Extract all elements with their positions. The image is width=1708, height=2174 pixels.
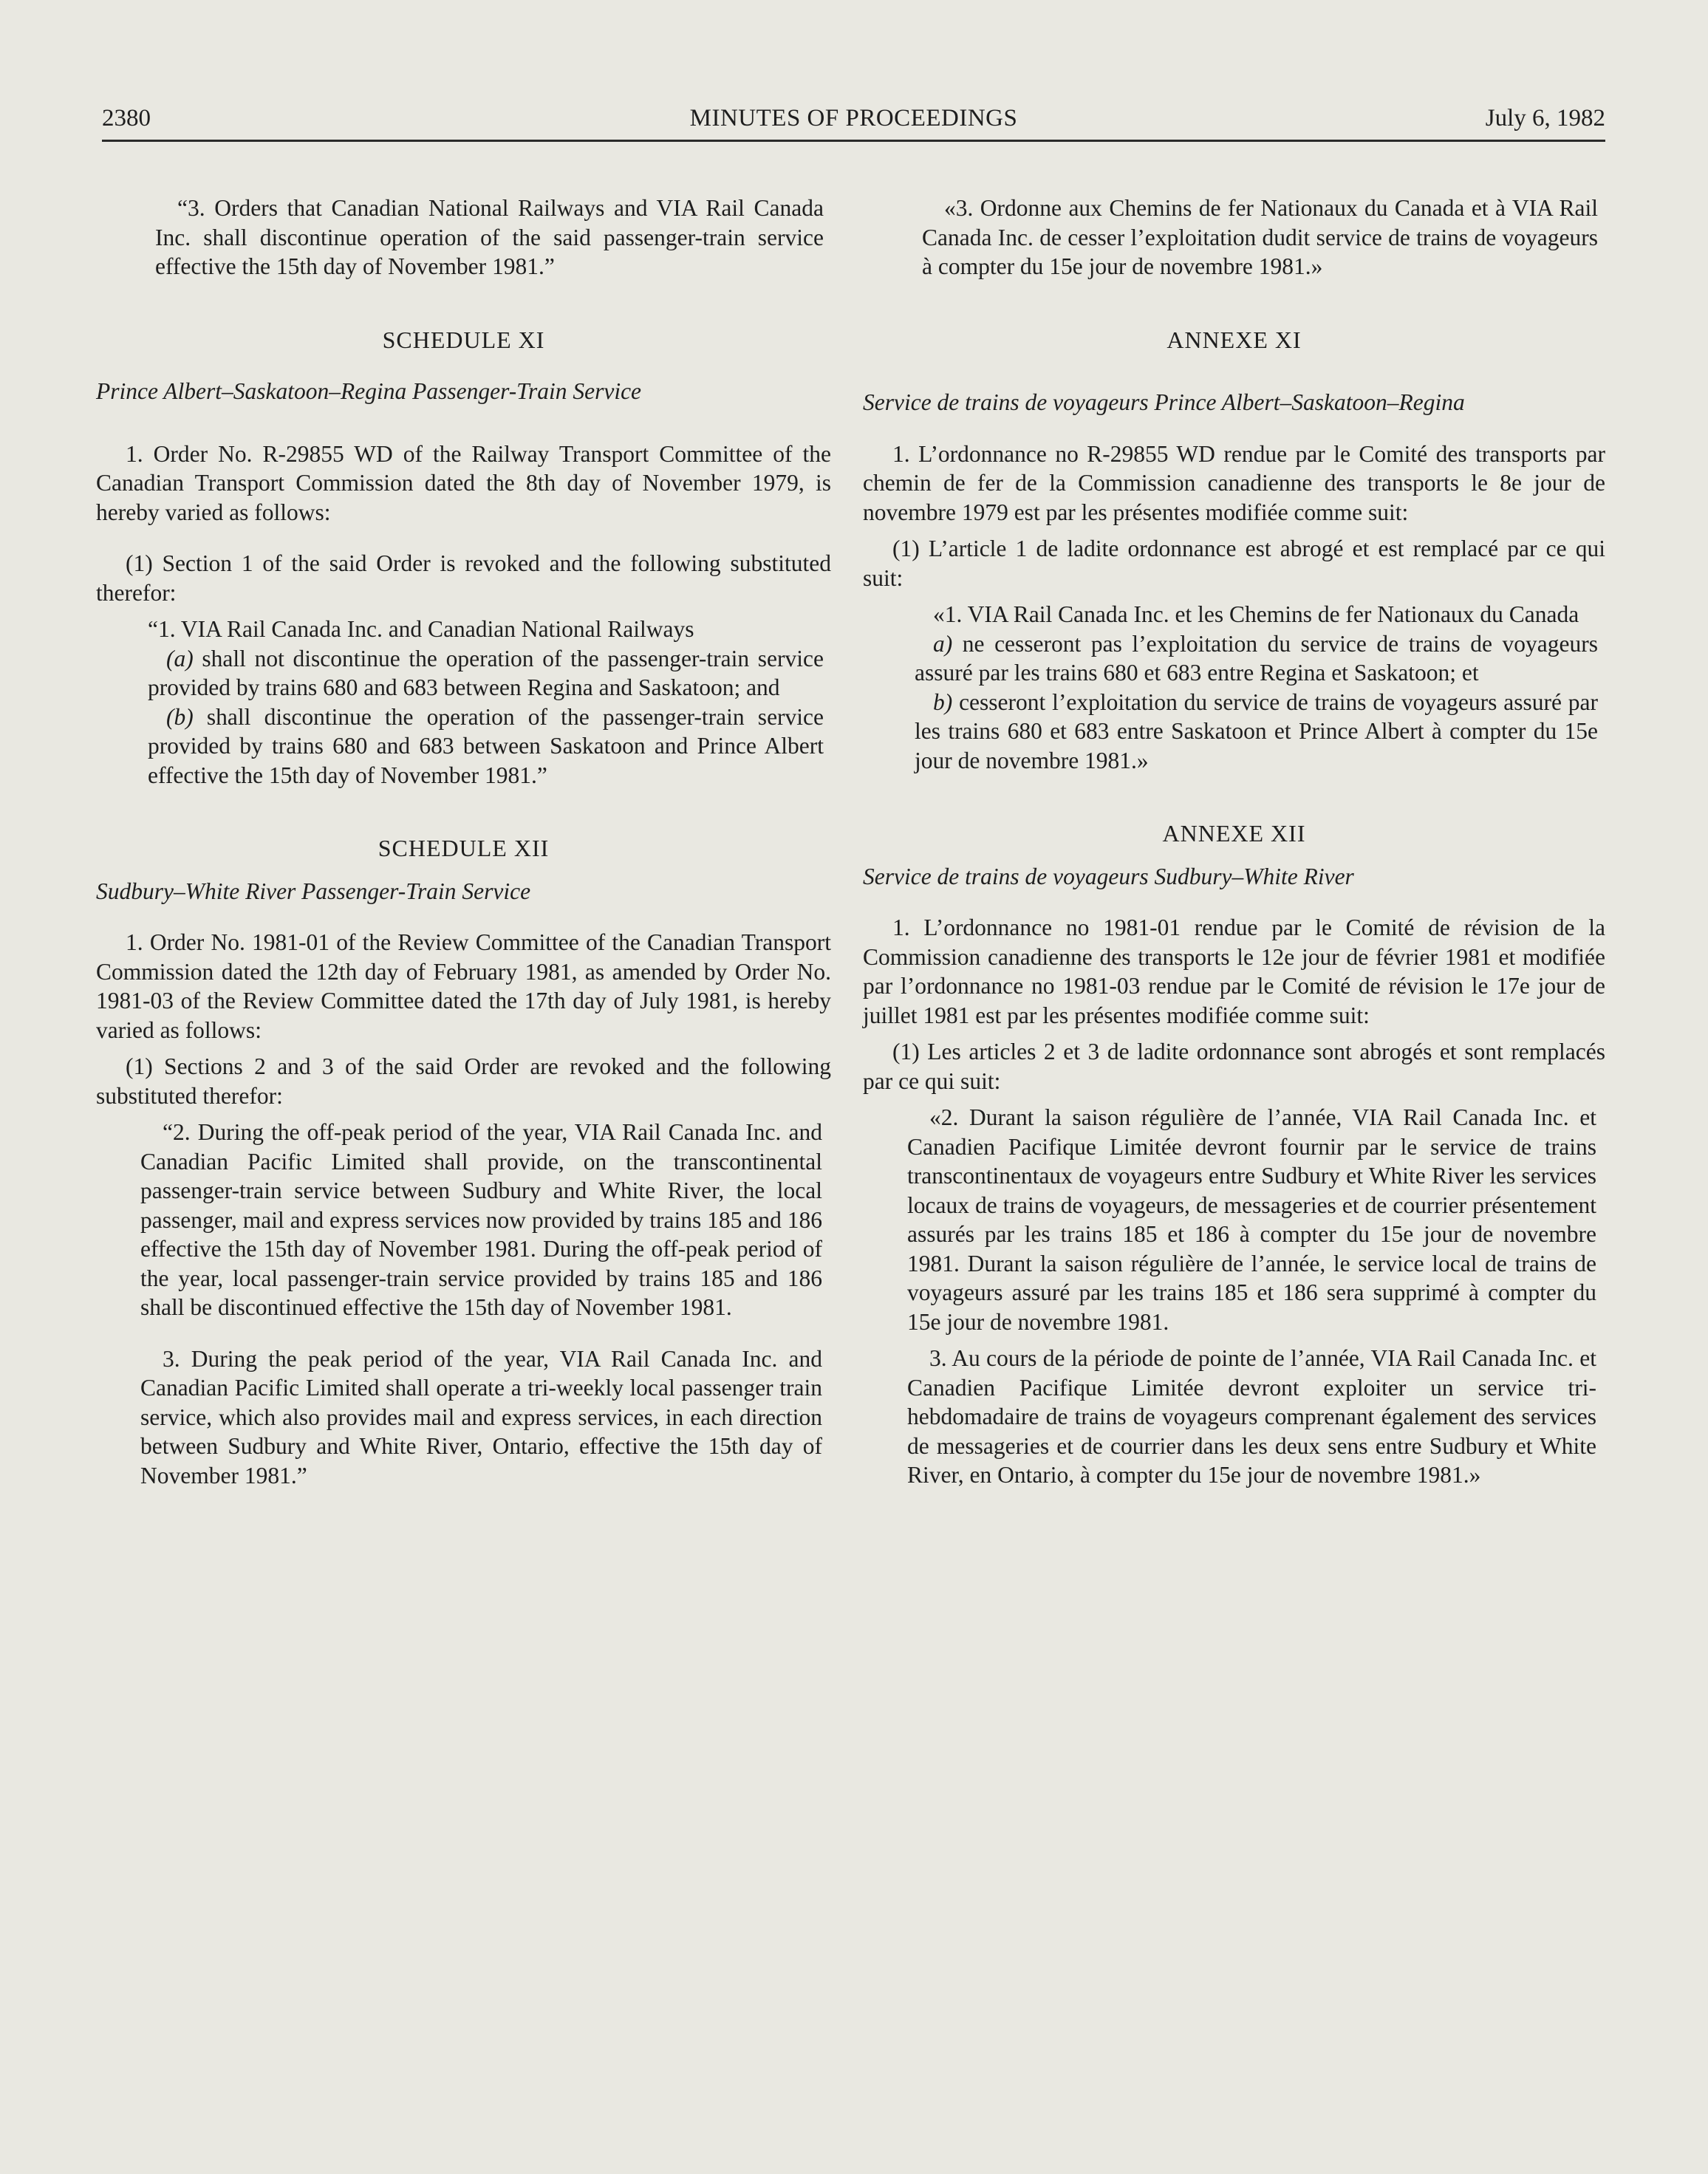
schedule-xii-paragraph-1: 1. Order No. 1981-01 of the Review Committee of the Canadian Transport Commission dated the 12th day of February 1981, as amended by Order No. 1981-03 of the Review Committee dated the 17th day of July 1981, is hereby varied as follows: (96, 929, 831, 1043)
item-a-marker: (a) (166, 645, 194, 671)
schedule-xi-quote-1: “1. VIA Rail Canada Inc. and Canadian National Railways (148, 616, 694, 642)
clause-3-quote: “3. Orders that Canadian National Railways and VIA Rail Canada Inc. shall discontinue operation of the said passenger-train service effective the 15th day of November 1981.” (155, 195, 824, 279)
annexe-xi-subsection-1: (1) L’article 1 de ladite ordonnance est abrogé et est remplacé par ce qui suit: (863, 536, 1605, 591)
annexe-xi-subtitle: Service de trains de voyageurs Prince Albert–Saskatoon–Regina (863, 389, 1465, 415)
schedule-xii-subsection-1: (1) Sections 2 and 3 of the said Order are revoked and the following substituted therefor: (96, 1053, 831, 1109)
annexe-xii-heading: ANNEXE XII (1162, 820, 1306, 847)
english-column (96, 194, 831, 1490)
header-date: July 6, 1982 (1485, 105, 1605, 131)
annexe-xii-paragraph-1: 1. L’ordonnance no 1981-01 rendue par le Comité de révision de la Commission canadienne des transports le 12e jour de février 1981 et modifiée par l’ordonnance no 1981-03 rendue par le Comité de révision le 17e jour de juillet 1981 est par les présentes modifiée comme suit: (863, 915, 1605, 1028)
schedule-xii-heading: SCHEDULE XII (378, 835, 550, 861)
annexe-xi-quote-1: «1. VIA Rail Canada Inc. et les Chemins de fer Nationaux du Canada (933, 601, 1579, 627)
annexe-xii-subtitle: Service de trains de voyageurs Sudbury–White River (863, 863, 1354, 889)
item-b-text-fr: cesseront l’exploitation du service de trains de voyageurs assuré par les trains 680 et 683 entre Saskatoon et Prince Albert à compter du 15e jour de novembre 1981.» (915, 688, 1598, 773)
annexe-xi-paragraph-1: 1. L’ordonnance no R-29855 WD rendue par le Comité des transports par chemin de fer de la Commission canadienne des transports le 8e jour de novembre 1979 est par les présentes modifiée comme suit: (863, 440, 1605, 525)
annexe-xi-heading: ANNEXE XI (1166, 326, 1302, 353)
schedule-xi-paragraph-1: 1. Order No. R-29855 WD of the Railway Transport Committee of the Canadian Transport Commission dated the 8th day of November 1979, is hereby varied as follows: (96, 440, 831, 525)
annexe-xii-subsection-1: (1) Les articles 2 et 3 de ladite ordonnance sont abrogés et sont remplacés par ce qui suit: (863, 1039, 1605, 1094)
schedule-xii-subtitle: Sudbury–White River Passenger-Train Service (96, 878, 531, 904)
item-b-marker-fr: b) (933, 688, 953, 715)
page-header (102, 105, 1605, 136)
annexe-xii-clause-3: 3. Au cours de la période de pointe de l’année, VIA Rail Canada Inc. et Canadien Pacifique Limitée devront exploiter un service tri-hebdomadaire de trains de voyageurs comprenant également des services de messageries et de courrier dans les deux sens entre Sudbury et White River, en Ontario, à compter du 15e jour de novembre 1981.» (907, 1345, 1596, 1488)
annexe-xi-item-a (863, 629, 1605, 688)
article-3-quote: «3. Ordonne aux Chemins de fer Nationaux du Canada et à VIA Rail Canada Inc. de cesser l’exploitation dudit service de trains de voyageurs à compter du 15e jour de novembre 1981.» (922, 195, 1598, 279)
item-b-marker: (b) (166, 703, 194, 730)
running-title: MINUTES OF PROCEEDINGS (689, 105, 1018, 131)
french-column (863, 194, 1605, 1490)
item-a-marker-fr: a) (933, 630, 953, 657)
schedule-xi-item-b (96, 703, 831, 790)
item-a-text-fr: ne cesseront pas l’exploitation du service de trains de voyageurs assuré par les trains 680 et 683 entre Regina et Saskatoon; et (915, 630, 1598, 686)
page-number: 2380 (102, 105, 151, 131)
annexe-xii-clause-2: «2. Durant la saison régulière de l’année, VIA Rail Canada Inc. et Canadien Pacifique Limitée devront fournir par le service de trains transcontinentaux de voyageurs entre Sudbury et White River les services locaux de trains de voyageurs, de messageries et de courrier présentement assurés par les trains 185 et 186 à compter du 15e jour de novembre 1981. Durant la saison régulière de l’année, le service local de trains de voyageurs assuré par les trains 185 et 186 sera supprimé à compter du 15e jour de novembre 1981. (907, 1104, 1596, 1335)
header-rule (102, 140, 1605, 142)
schedule-xi-subtitle: Prince Albert–Saskatoon–Regina Passenger-Train Service (96, 378, 642, 404)
schedule-xii-clause-2: “2. During the off-peak period of the year, VIA Rail Canada Inc. and Canadian Pacific Limited shall provide, on the transcontinental passenger-train service between Sudbury and White River, the local passenger, mail and express services now provided by trains 185 and 186 effective the 15th day of November 1981. During the off-peak period of the year, local passenger-train service provided by trains 185 and 186 shall be discontinued effective the 15th day of November 1981. (140, 1119, 822, 1320)
schedule-xi-subsection-1: (1) Section 1 of the said Order is revoked and the following substituted therefor: (96, 550, 831, 606)
item-a-text: shall not discontinue the operation of the passenger-train service provided by trains 680 and 683 between Regina and Saskatoon; and (148, 645, 824, 700)
item-b-text: shall discontinue the operation of the passenger-train service provided by trains 680 and 683 between Saskatoon and Prince Albert effective the 15th day of November 1981.” (148, 703, 824, 788)
schedule-xi-heading: SCHEDULE XI (382, 326, 545, 353)
schedule-xii-clause-3: 3. During the peak period of the year, VIA Rail Canada Inc. and Canadian Pacific Limited shall operate a tri-weekly local passenger train service, which also provides mail and express services, in each direction between Sudbury and White River, Ontario, effective the 15th day of November 1981.” (140, 1345, 822, 1488)
annexe-xi-item-b (863, 688, 1605, 776)
schedule-xi-item-a (96, 644, 831, 703)
